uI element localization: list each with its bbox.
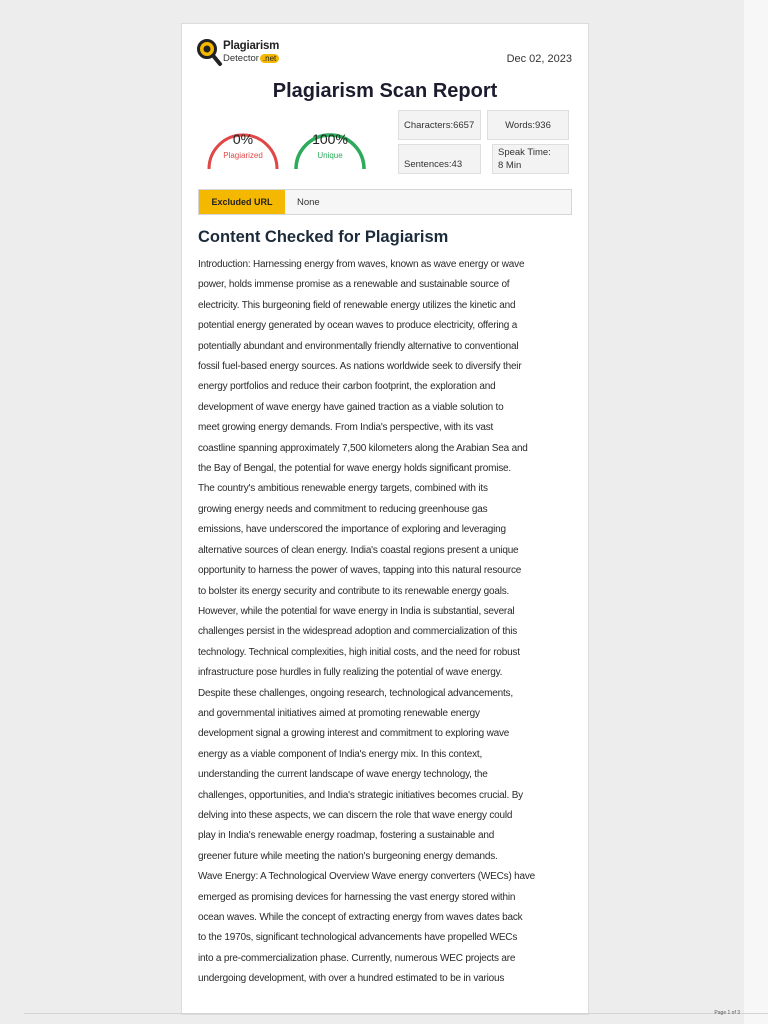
content-line: Introduction: Harnessing energy from waves, known as wave energy or wave (198, 259, 525, 270)
content-line: coastline spanning approximately 7,500 kilometers along the Arabian Sea and (198, 442, 528, 454)
content-line: greener future while meeting the nation's burgeoning energy demands. (198, 850, 498, 862)
content-line: technology. Technical complexities, high initial costs, and the need for robust (198, 646, 520, 658)
content-line: electricity. This burgeoning field of renewable energy utilizes the kinetic and (198, 299, 516, 311)
content-line: emissions, have underscored the importance of exploring and leveraging (198, 524, 506, 536)
content-line: to the 1970s, significant technological advancements have propelled WECs (198, 932, 518, 944)
content-line: meet growing energy demands. From India's perspective, with its vast (198, 422, 494, 434)
unique-label: Unique (317, 151, 343, 160)
unique-gauge (290, 114, 370, 172)
report-title: Plagiarism Scan Report (272, 80, 498, 102)
content-line: energy portfolios and reduce their carbon footprint, the exploration and (198, 381, 496, 393)
content-heading: Content Checked for Plagiarism (198, 228, 449, 246)
sentences-stat: Sentences:43 (398, 144, 481, 174)
speak-time-stat (492, 144, 569, 174)
content-line: infrastructure pose hurdles in fully realizing the potential of wave energy. (198, 667, 503, 679)
content-line: development signal a growing interest and commitment to exploring wave (198, 728, 510, 740)
content-line: opportunity to harness the power of waves, tapping into this natural resource (198, 565, 522, 577)
brand-name: Plagiarism (223, 40, 280, 52)
words-stat: Words:936 (487, 110, 569, 140)
content-line: power, holds immense promise as a renewable and sustainable source of (198, 279, 510, 291)
content-line: delving into these aspects, we can discern the role that wave energy could (198, 809, 513, 821)
brand-badge: .net (260, 54, 279, 63)
content-body (198, 255, 580, 990)
content-line: challenges persist in the widespread adoption and commercialization of this (198, 626, 518, 638)
page-bottom-rule (24, 1013, 768, 1014)
content-line: Despite these challenges, ongoing research, technological advancements, (198, 687, 513, 699)
unique-value: 100% (312, 131, 348, 147)
content-line: potential energy generated by ocean waves to produce electricity, offering a (198, 320, 518, 332)
brand-subname: Detector .net (223, 53, 279, 64)
content-line: development of wave energy have gained traction as a viable solution to (198, 401, 504, 413)
plagiarized-label: Plagiarized (223, 151, 263, 160)
content-line: Wave Energy: A Technological Overview Wave energy converters (WECs) have (198, 871, 536, 883)
plagiarized-value: 0% (232, 131, 254, 147)
plagiarized-gauge (203, 114, 283, 172)
content-line: understanding the current landscape of wave energy technology, the (198, 769, 488, 781)
excluded-url-row (198, 189, 572, 215)
speak-time-value: 8 Min (498, 160, 522, 171)
content-line: and governmental initiatives aimed at promoting renewable energy (198, 707, 480, 719)
excluded-url-label: Excluded URL (199, 190, 285, 214)
content-line: to bolster its energy security and contribute to its renewable energy goals. (198, 585, 510, 597)
content-line: potentially abundant and environmentally friendly alternative to conventional (198, 340, 519, 352)
content-line: ocean waves. While the concept of extracting energy from waves dates back (198, 912, 523, 923)
speak-time-label: Speak Time: (498, 147, 551, 158)
content-line: alternative sources of clean energy. India's coastal regions present a unique (198, 544, 519, 556)
content-line: However, while the potential for wave energy in India is substantial, several (198, 605, 515, 617)
content-line: play in India's renewable energy roadmap, fostering a sustainable and (198, 830, 495, 842)
brand-logo (196, 38, 296, 70)
magnifier-icon (196, 38, 224, 68)
page-number: Page 1 of 3 (714, 1010, 740, 1016)
content-line: energy as a viable component of India's energy mix. In this context, (198, 748, 483, 760)
report-date: Dec 02, 2023 (506, 53, 572, 65)
content-line: emerged as promising devices for harnessing the vast energy stored within (198, 891, 516, 903)
characters-stat: Characters:6657 (398, 110, 481, 140)
content-line: into a pre-commercialization phase. Currently, numerous WEC projects are (198, 952, 516, 964)
content-line: the Bay of Bengal, the potential for wave energy holds significant promise. (198, 463, 511, 475)
content-line: undergoing development, with over a hundred estimated to be in various (198, 973, 505, 985)
content-line: challenges, opportunities, and India's strategic initiatives becomes crucial. By (198, 789, 523, 801)
viewer-right-strip (744, 0, 768, 1024)
content-line: fossil fuel-based energy sources. As nations worldwide seek to diversify their (198, 361, 522, 373)
excluded-url-value: None (297, 196, 320, 208)
content-line: growing energy needs and commitment to reducing greenhouse gas (198, 503, 488, 515)
content-line: The country's ambitious renewable energy targets, combined with its (198, 483, 488, 495)
